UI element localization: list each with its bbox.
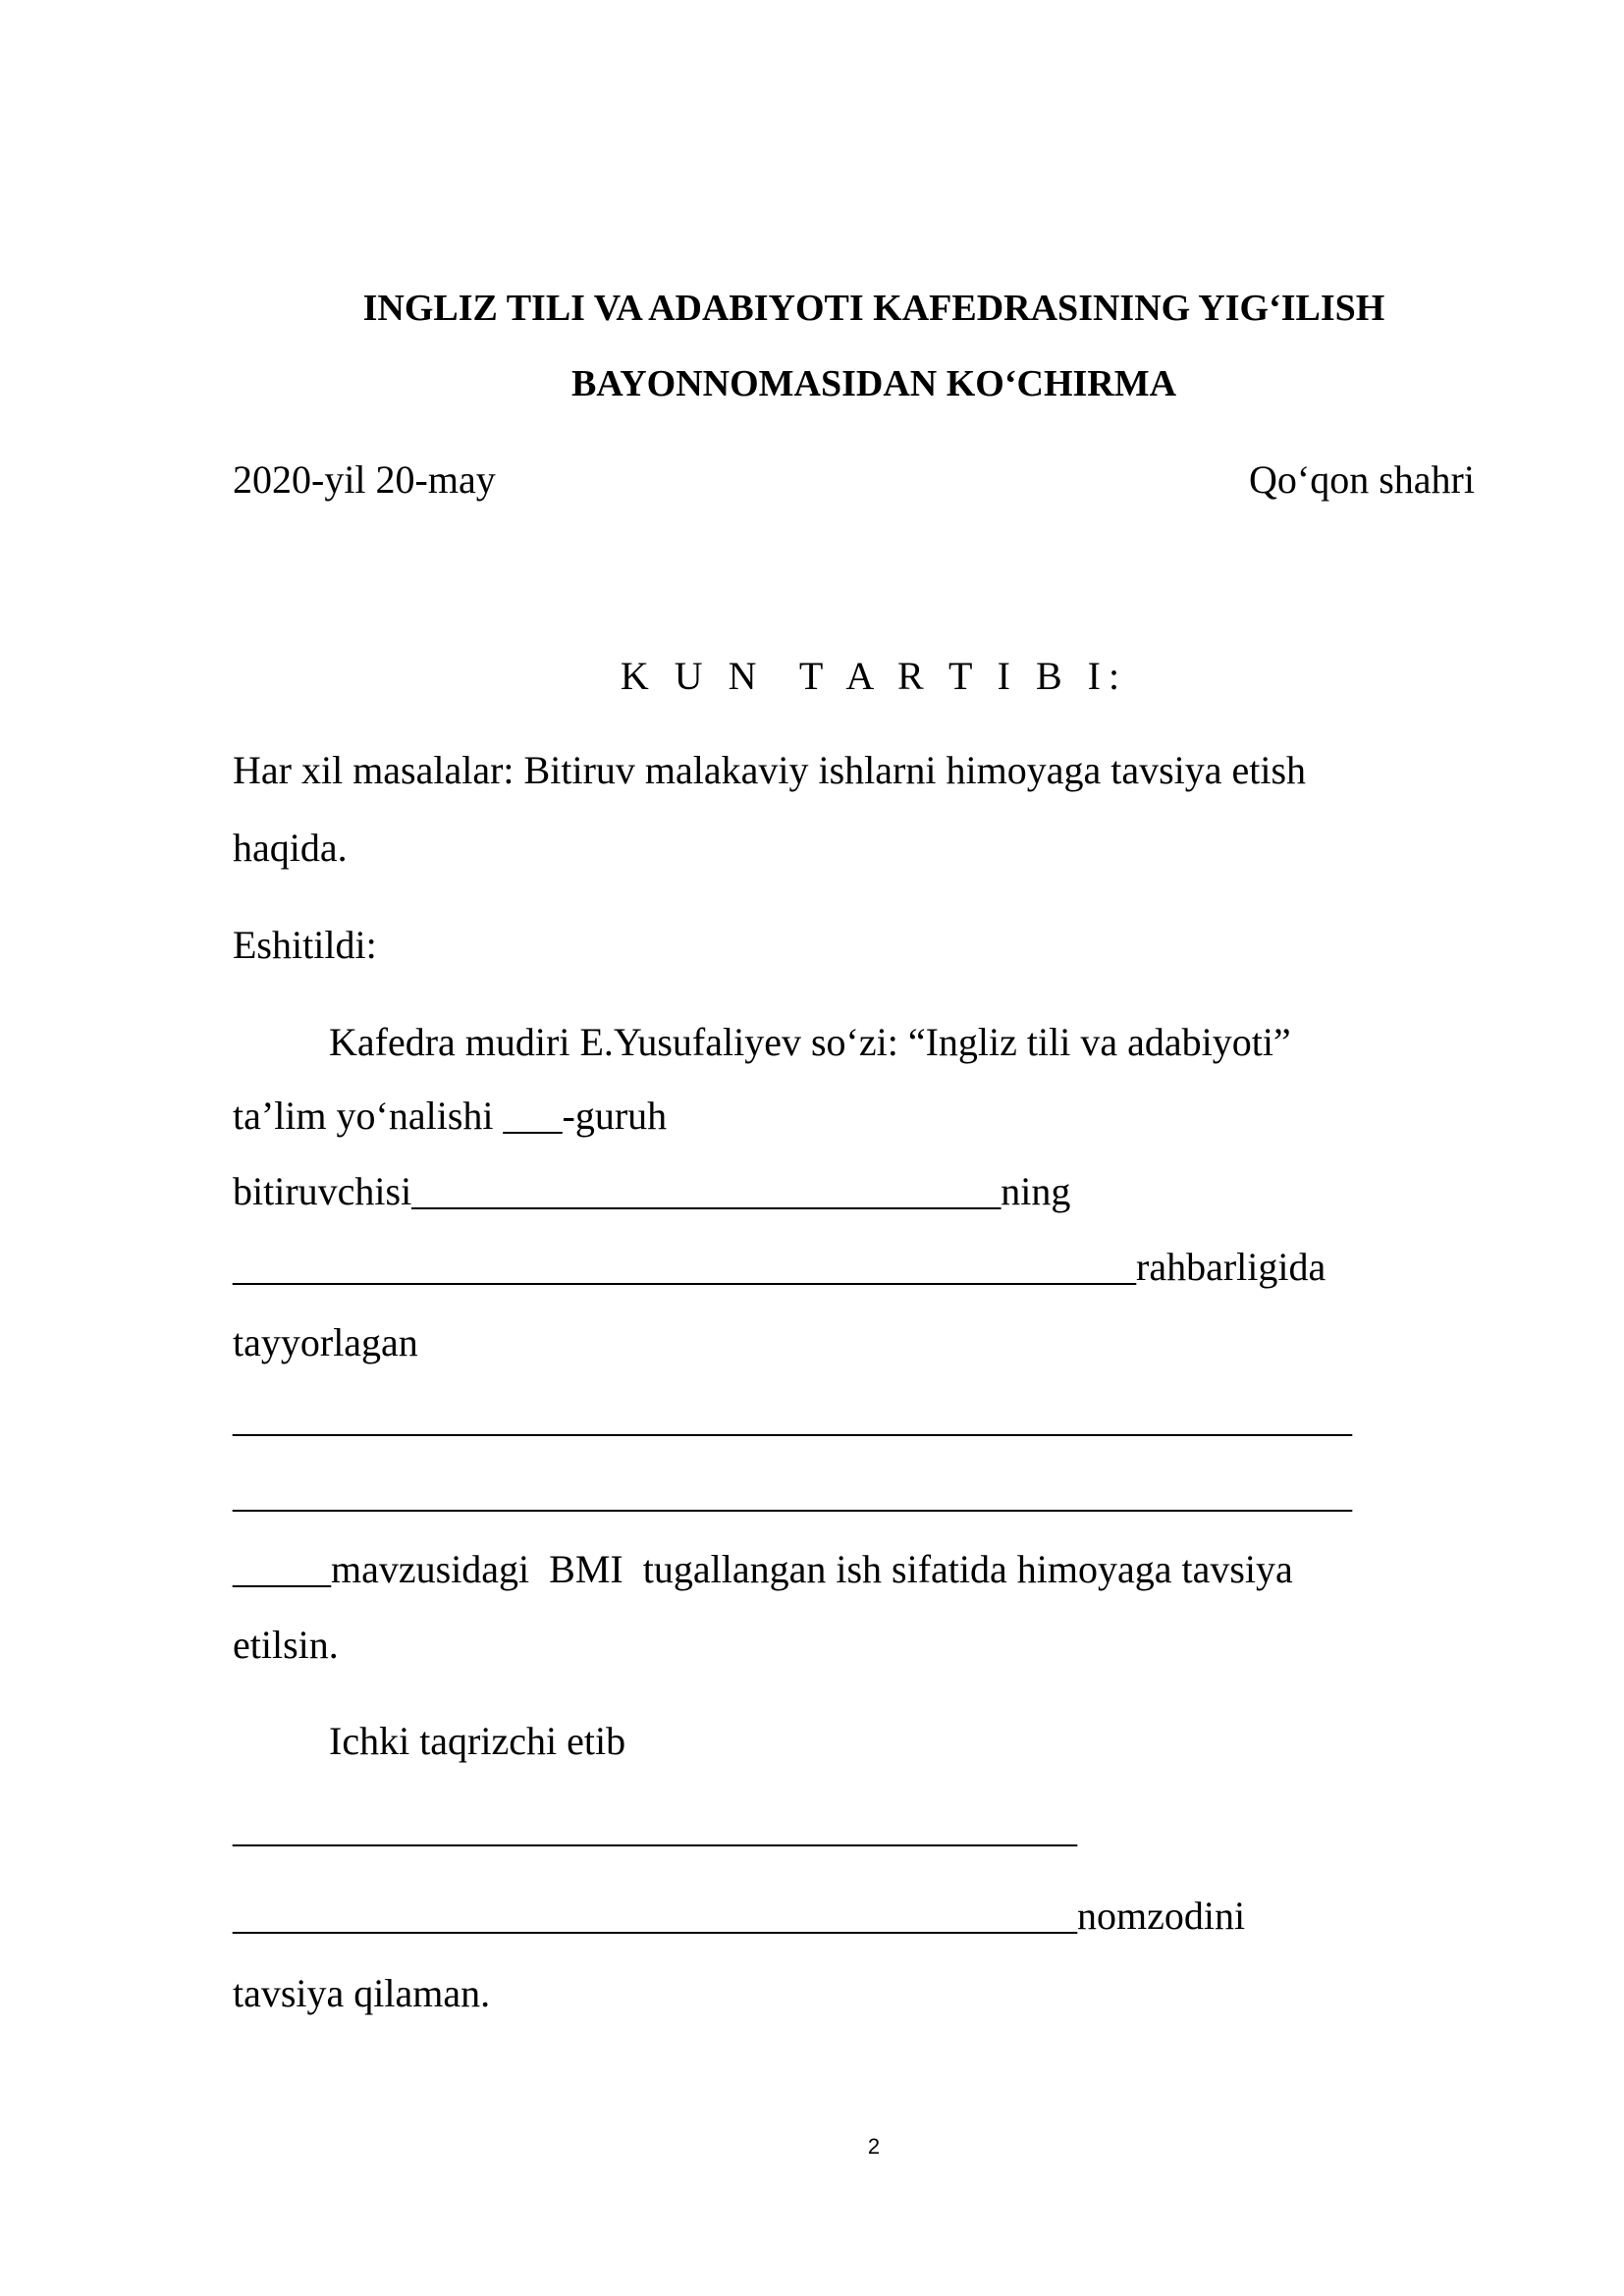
speech-line-5: tayyorlagan — [233, 1320, 418, 1364]
agenda-title: K U N T A R T I B I: — [620, 654, 1128, 698]
heading-line-1: INGLIZ TILI VA ADABIYOTI KAFEDRASINING YIG‘ILISH — [362, 288, 1385, 329]
agenda-text-line-2: haqida. — [233, 826, 348, 870]
blank-line-2: _________________________________________________________ — [233, 1471, 1352, 1516]
speech-line-4: ______________________________________________rahbarligida — [233, 1245, 1326, 1289]
reviewer-line-1: Ichki taqrizchi etib — [329, 1719, 626, 1763]
speech-line-7: etilsin. — [233, 1623, 339, 1667]
speech-line-2: ta’lim yo‘nalishi ___-guruh — [233, 1094, 668, 1138]
agenda-text-line-1: Har xil masalalar: Bitiruv malakaviy ishlarni himoyaga tavsiya etish — [233, 748, 1307, 792]
speech-line-3: bitiruvchisi______________________________ning — [233, 1169, 1071, 1213]
speech-line-6: _____mavzusidagi BMI tugallangan ish sifatida himoyaga tavsiya — [233, 1547, 1293, 1591]
blank-line-1: _________________________________________________________ — [233, 1396, 1352, 1440]
reviewer-line-4: tavsiya qilaman. — [233, 1971, 491, 2015]
page-number: 2 — [867, 2134, 881, 2159]
reviewer-line-2: ___________________________________________ — [233, 1806, 1077, 1850]
heading-line-2: BAYONNOMASIDAN KO‘CHIRMA — [570, 363, 1177, 404]
speech-line-1: Kafedra mudiri E.Yusufaliyev so‘zi: “Ingliz tili va adabiyoti” — [329, 1020, 1291, 1064]
heard-label: Eshitildi: — [233, 923, 377, 967]
meeting-date: 2020-yil 20-may — [233, 457, 496, 502]
meeting-city: Qo‘qon shahri — [1249, 457, 1475, 502]
reviewer-line-3: ___________________________________________nomzodini — [233, 1894, 1246, 1938]
